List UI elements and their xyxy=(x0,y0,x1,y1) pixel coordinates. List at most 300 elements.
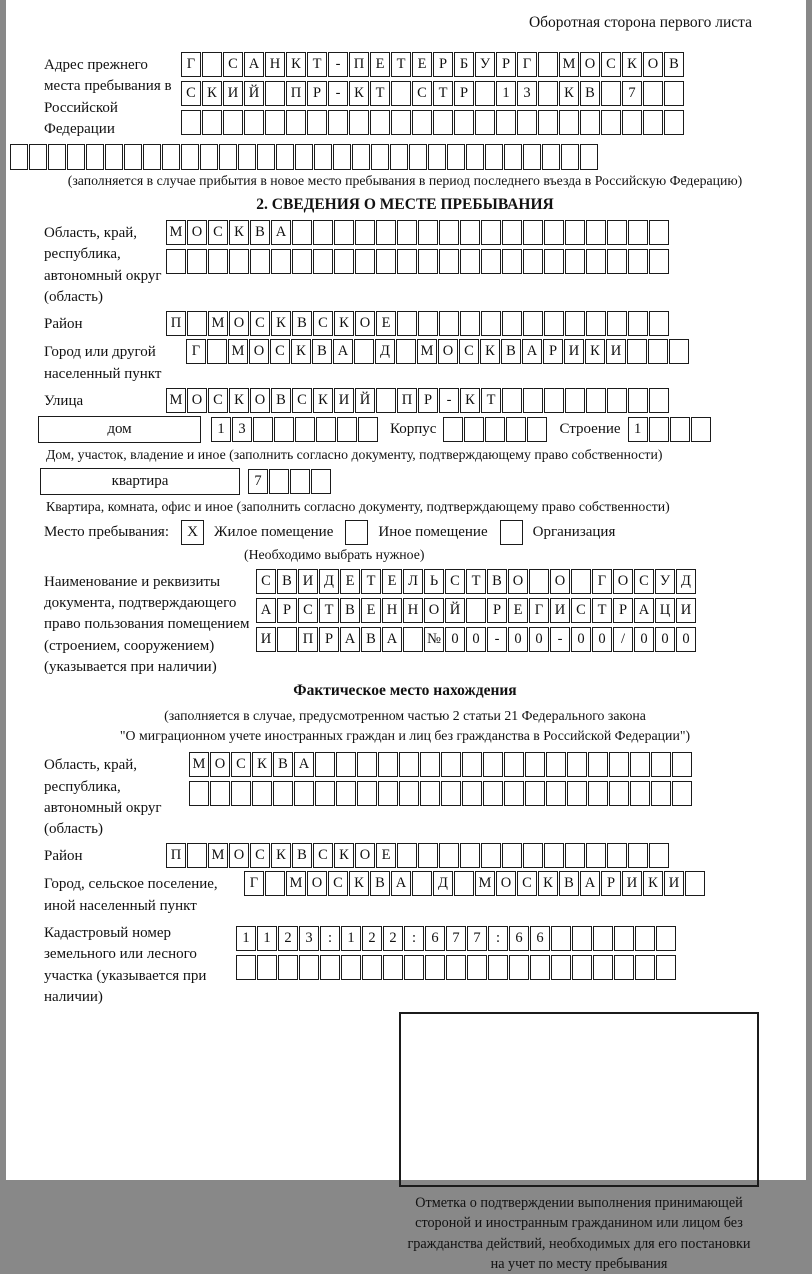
char-box[interactable] xyxy=(143,144,161,170)
char-box[interactable]: П xyxy=(286,81,306,106)
char-box[interactable] xyxy=(483,781,503,806)
char-box[interactable] xyxy=(446,955,466,980)
char-box[interactable] xyxy=(481,843,501,868)
char-box[interactable] xyxy=(313,249,333,274)
char-box[interactable] xyxy=(418,249,438,274)
char-box[interactable] xyxy=(219,144,237,170)
char-box[interactable] xyxy=(672,752,692,777)
char-box[interactable]: С xyxy=(313,843,333,868)
char-box[interactable]: А xyxy=(244,52,264,77)
char-box[interactable]: К xyxy=(349,871,369,896)
char-box[interactable] xyxy=(483,752,503,777)
char-box[interactable]: О xyxy=(643,52,663,77)
char-box[interactable]: 3 xyxy=(232,417,252,442)
char-box[interactable] xyxy=(523,388,543,413)
char-box[interactable]: У xyxy=(475,52,495,77)
char-box[interactable] xyxy=(481,311,501,336)
char-box[interactable] xyxy=(565,843,585,868)
char-box[interactable]: О xyxy=(438,339,458,364)
char-box[interactable]: И xyxy=(550,598,570,623)
char-box[interactable] xyxy=(628,388,648,413)
char-box[interactable] xyxy=(295,417,315,442)
char-box[interactable] xyxy=(252,781,272,806)
char-box[interactable] xyxy=(315,752,335,777)
char-box[interactable]: 1 xyxy=(628,417,648,442)
char-box[interactable]: Р xyxy=(454,81,474,106)
char-box[interactable] xyxy=(485,144,503,170)
char-box[interactable] xyxy=(529,569,549,594)
char-box[interactable]: С xyxy=(250,843,270,868)
char-box[interactable]: Й xyxy=(445,598,465,623)
char-box[interactable]: 0 xyxy=(445,627,465,652)
char-box[interactable] xyxy=(420,781,440,806)
char-box[interactable] xyxy=(202,110,222,135)
char-box[interactable]: : xyxy=(404,926,424,951)
char-box[interactable] xyxy=(314,144,332,170)
char-box[interactable] xyxy=(328,110,348,135)
char-box[interactable] xyxy=(669,339,689,364)
char-box[interactable]: 0 xyxy=(634,627,654,652)
char-box[interactable] xyxy=(546,752,566,777)
char-box[interactable]: Р xyxy=(277,598,297,623)
char-box[interactable] xyxy=(207,339,227,364)
char-box[interactable] xyxy=(462,752,482,777)
char-box[interactable]: 0 xyxy=(655,627,675,652)
char-box[interactable]: Ь xyxy=(424,569,444,594)
char-box[interactable]: М xyxy=(208,843,228,868)
char-box[interactable] xyxy=(588,781,608,806)
char-box[interactable]: К xyxy=(334,311,354,336)
char-box[interactable]: С xyxy=(256,569,276,594)
char-box[interactable]: 7 xyxy=(622,81,642,106)
char-box[interactable]: М xyxy=(208,311,228,336)
char-box[interactable] xyxy=(357,752,377,777)
char-box[interactable]: М xyxy=(166,220,186,245)
char-box[interactable] xyxy=(506,417,526,442)
char-box[interactable] xyxy=(628,220,648,245)
char-box[interactable]: И xyxy=(298,569,318,594)
char-box[interactable] xyxy=(466,144,484,170)
char-box[interactable]: 1 xyxy=(257,926,277,951)
char-box[interactable]: Р xyxy=(543,339,563,364)
char-box[interactable]: А xyxy=(634,598,654,623)
char-box[interactable]: С xyxy=(445,569,465,594)
char-box[interactable] xyxy=(481,220,501,245)
char-box[interactable] xyxy=(544,311,564,336)
char-box[interactable] xyxy=(607,220,627,245)
char-box[interactable]: Д xyxy=(433,871,453,896)
char-box[interactable]: Т xyxy=(466,569,486,594)
char-box[interactable] xyxy=(565,220,585,245)
char-box[interactable]: Т xyxy=(391,52,411,77)
char-box[interactable]: С xyxy=(571,598,591,623)
char-box[interactable]: Д xyxy=(676,569,696,594)
char-box[interactable] xyxy=(523,843,543,868)
char-box[interactable] xyxy=(295,144,313,170)
char-box[interactable]: Е xyxy=(382,569,402,594)
char-box[interactable] xyxy=(460,249,480,274)
char-box[interactable] xyxy=(593,955,613,980)
char-box[interactable] xyxy=(307,110,327,135)
char-box[interactable] xyxy=(622,110,642,135)
char-box[interactable] xyxy=(523,311,543,336)
char-box[interactable] xyxy=(439,220,459,245)
char-box[interactable]: Н xyxy=(382,598,402,623)
char-box[interactable] xyxy=(208,249,228,274)
char-box[interactable] xyxy=(404,955,424,980)
char-box[interactable]: : xyxy=(488,926,508,951)
char-box[interactable]: О xyxy=(229,311,249,336)
char-box[interactable]: В xyxy=(559,871,579,896)
char-box[interactable]: М xyxy=(475,871,495,896)
char-box[interactable] xyxy=(166,249,186,274)
char-box[interactable]: М xyxy=(189,752,209,777)
char-box[interactable] xyxy=(337,417,357,442)
char-box[interactable] xyxy=(378,781,398,806)
char-box[interactable] xyxy=(105,144,123,170)
char-box[interactable] xyxy=(315,781,335,806)
char-box[interactable] xyxy=(454,110,474,135)
char-box[interactable]: 6 xyxy=(425,926,445,951)
char-box[interactable] xyxy=(544,249,564,274)
char-box[interactable] xyxy=(354,339,374,364)
char-box[interactable]: К xyxy=(291,339,311,364)
char-box[interactable]: К xyxy=(334,843,354,868)
char-box[interactable]: Е xyxy=(340,569,360,594)
char-box[interactable]: 7 xyxy=(248,469,268,494)
char-box[interactable] xyxy=(257,955,277,980)
char-box[interactable]: Г xyxy=(186,339,206,364)
char-box[interactable] xyxy=(656,955,676,980)
char-box[interactable] xyxy=(378,752,398,777)
char-box[interactable]: 0 xyxy=(571,627,591,652)
char-box[interactable] xyxy=(502,220,522,245)
char-box[interactable]: К xyxy=(643,871,663,896)
char-box[interactable]: Т xyxy=(481,388,501,413)
char-box[interactable] xyxy=(316,417,336,442)
char-box[interactable] xyxy=(10,144,28,170)
char-box[interactable] xyxy=(299,955,319,980)
char-box[interactable]: Д xyxy=(319,569,339,594)
char-box[interactable]: И xyxy=(223,81,243,106)
char-box[interactable] xyxy=(525,781,545,806)
char-box[interactable]: Н xyxy=(403,598,423,623)
char-box[interactable] xyxy=(551,926,571,951)
char-box[interactable] xyxy=(504,144,522,170)
char-box[interactable]: / xyxy=(613,627,633,652)
char-box[interactable] xyxy=(273,781,293,806)
char-box[interactable]: О xyxy=(508,569,528,594)
char-box[interactable]: 7 xyxy=(446,926,466,951)
char-box[interactable]: К xyxy=(271,843,291,868)
char-box[interactable]: У xyxy=(655,569,675,594)
char-box[interactable] xyxy=(200,144,218,170)
char-box[interactable] xyxy=(238,144,256,170)
char-box[interactable] xyxy=(475,110,495,135)
char-box[interactable] xyxy=(643,81,663,106)
char-box[interactable]: Г xyxy=(244,871,264,896)
char-box[interactable]: В xyxy=(664,52,684,77)
char-box[interactable]: К xyxy=(229,388,249,413)
char-box[interactable] xyxy=(496,110,516,135)
char-box[interactable]: - xyxy=(439,388,459,413)
char-box[interactable]: С xyxy=(181,81,201,106)
char-box[interactable] xyxy=(567,781,587,806)
char-box[interactable] xyxy=(691,417,711,442)
char-box[interactable] xyxy=(504,752,524,777)
char-box[interactable] xyxy=(664,81,684,106)
char-box[interactable]: В xyxy=(501,339,521,364)
char-box[interactable]: Е xyxy=(376,311,396,336)
char-box[interactable] xyxy=(334,249,354,274)
char-box[interactable] xyxy=(358,417,378,442)
char-box[interactable] xyxy=(376,388,396,413)
char-box[interactable] xyxy=(509,955,529,980)
char-box[interactable]: Т xyxy=(307,52,327,77)
char-box[interactable] xyxy=(355,249,375,274)
char-box[interactable] xyxy=(396,339,416,364)
char-box[interactable]: 1 xyxy=(341,926,361,951)
char-box[interactable]: В xyxy=(312,339,332,364)
char-box[interactable]: К xyxy=(286,52,306,77)
char-box[interactable]: О xyxy=(307,871,327,896)
char-box[interactable] xyxy=(269,469,289,494)
char-box[interactable] xyxy=(572,955,592,980)
char-box[interactable] xyxy=(253,417,273,442)
char-box[interactable]: 0 xyxy=(466,627,486,652)
char-box[interactable] xyxy=(271,249,291,274)
char-box[interactable] xyxy=(628,843,648,868)
char-box[interactable] xyxy=(651,752,671,777)
char-box[interactable]: П xyxy=(166,311,186,336)
char-box[interactable] xyxy=(544,220,564,245)
char-box[interactable]: Р xyxy=(418,388,438,413)
char-box[interactable] xyxy=(454,871,474,896)
char-box[interactable]: К xyxy=(202,81,222,106)
char-box[interactable]: 2 xyxy=(362,926,382,951)
char-box[interactable]: К xyxy=(252,752,272,777)
char-box[interactable]: Б xyxy=(454,52,474,77)
char-box[interactable]: П xyxy=(166,843,186,868)
char-box[interactable]: Е xyxy=(508,598,528,623)
char-box[interactable] xyxy=(635,955,655,980)
char-box[interactable] xyxy=(630,752,650,777)
char-box[interactable] xyxy=(517,110,537,135)
char-box[interactable]: 2 xyxy=(278,926,298,951)
char-box[interactable] xyxy=(651,781,671,806)
char-box[interactable] xyxy=(649,311,669,336)
char-box[interactable] xyxy=(265,110,285,135)
char-box[interactable]: А xyxy=(256,598,276,623)
char-box[interactable] xyxy=(441,781,461,806)
char-box[interactable] xyxy=(664,110,684,135)
char-box[interactable] xyxy=(355,220,375,245)
char-box[interactable] xyxy=(370,110,390,135)
char-box[interactable] xyxy=(418,311,438,336)
char-box[interactable] xyxy=(425,955,445,980)
char-box[interactable]: Т xyxy=(361,569,381,594)
char-box[interactable] xyxy=(29,144,47,170)
char-box[interactable] xyxy=(601,110,621,135)
char-box[interactable]: 6 xyxy=(509,926,529,951)
char-box[interactable] xyxy=(628,311,648,336)
char-box[interactable] xyxy=(189,781,209,806)
char-box[interactable]: С xyxy=(208,220,228,245)
char-box[interactable] xyxy=(670,417,690,442)
char-box[interactable] xyxy=(614,926,634,951)
char-box[interactable]: В xyxy=(487,569,507,594)
char-box[interactable] xyxy=(502,311,522,336)
char-box[interactable]: Г xyxy=(517,52,537,77)
char-box[interactable] xyxy=(649,843,669,868)
char-box[interactable]: К xyxy=(271,311,291,336)
char-box[interactable] xyxy=(231,781,251,806)
char-box[interactable] xyxy=(551,955,571,980)
char-box[interactable]: 1 xyxy=(496,81,516,106)
char-box[interactable] xyxy=(628,249,648,274)
char-box[interactable]: Л xyxy=(403,569,423,594)
char-box[interactable] xyxy=(334,220,354,245)
char-box[interactable] xyxy=(403,627,423,652)
char-box[interactable] xyxy=(572,926,592,951)
char-box[interactable]: О xyxy=(187,388,207,413)
char-box[interactable]: А xyxy=(340,627,360,652)
char-box[interactable]: С xyxy=(298,598,318,623)
char-box[interactable]: С xyxy=(634,569,654,594)
char-box[interactable]: 0 xyxy=(592,627,612,652)
char-box[interactable] xyxy=(67,144,85,170)
char-box[interactable] xyxy=(383,955,403,980)
char-box[interactable] xyxy=(586,843,606,868)
char-box[interactable] xyxy=(609,752,629,777)
char-box[interactable]: С xyxy=(517,871,537,896)
char-box[interactable] xyxy=(542,144,560,170)
char-box[interactable]: - xyxy=(328,81,348,106)
char-box[interactable] xyxy=(565,311,585,336)
char-box[interactable] xyxy=(124,144,142,170)
char-box[interactable] xyxy=(462,781,482,806)
char-box[interactable]: М xyxy=(559,52,579,77)
char-box[interactable] xyxy=(187,249,207,274)
char-box[interactable] xyxy=(460,311,480,336)
char-box[interactable] xyxy=(210,781,230,806)
char-box[interactable] xyxy=(649,388,669,413)
char-box[interactable] xyxy=(439,311,459,336)
char-box[interactable] xyxy=(502,388,522,413)
char-box[interactable]: Т xyxy=(319,598,339,623)
char-box[interactable] xyxy=(630,781,650,806)
char-box[interactable] xyxy=(643,110,663,135)
char-box[interactable]: Е xyxy=(376,843,396,868)
char-box[interactable] xyxy=(187,843,207,868)
char-box[interactable]: С xyxy=(313,311,333,336)
char-box[interactable]: А xyxy=(271,220,291,245)
char-box[interactable] xyxy=(607,388,627,413)
char-box[interactable]: Е xyxy=(412,52,432,77)
stay-type-checkbox-organization[interactable] xyxy=(500,520,523,545)
char-box[interactable]: К xyxy=(229,220,249,245)
char-box[interactable] xyxy=(294,781,314,806)
char-box[interactable] xyxy=(391,110,411,135)
char-box[interactable] xyxy=(441,752,461,777)
char-box[interactable] xyxy=(48,144,66,170)
char-box[interactable] xyxy=(467,955,487,980)
char-box[interactable] xyxy=(352,144,370,170)
char-box[interactable] xyxy=(607,843,627,868)
char-box[interactable] xyxy=(265,871,285,896)
char-box[interactable] xyxy=(544,843,564,868)
char-box[interactable] xyxy=(586,249,606,274)
char-box[interactable] xyxy=(481,249,501,274)
char-box[interactable]: О xyxy=(249,339,269,364)
char-box[interactable] xyxy=(588,752,608,777)
char-box[interactable]: В xyxy=(580,81,600,106)
char-box[interactable] xyxy=(412,110,432,135)
char-box[interactable]: О xyxy=(187,220,207,245)
char-box[interactable] xyxy=(250,249,270,274)
stay-type-checkbox-other[interactable] xyxy=(345,520,368,545)
char-box[interactable]: С xyxy=(412,81,432,106)
char-box[interactable]: 0 xyxy=(508,627,528,652)
char-box[interactable] xyxy=(376,220,396,245)
char-box[interactable] xyxy=(502,843,522,868)
char-box[interactable] xyxy=(333,144,351,170)
char-box[interactable] xyxy=(523,144,541,170)
char-box[interactable] xyxy=(290,469,310,494)
char-box[interactable] xyxy=(648,339,668,364)
char-box[interactable] xyxy=(538,52,558,77)
char-box[interactable]: - xyxy=(328,52,348,77)
char-box[interactable] xyxy=(397,249,417,274)
char-box[interactable] xyxy=(538,81,558,106)
char-box[interactable] xyxy=(609,781,629,806)
char-box[interactable] xyxy=(627,339,647,364)
char-box[interactable] xyxy=(371,144,389,170)
char-box[interactable] xyxy=(433,110,453,135)
char-box[interactable] xyxy=(265,81,285,106)
char-box[interactable]: Ц xyxy=(655,598,675,623)
char-box[interactable] xyxy=(362,955,382,980)
char-box[interactable]: М xyxy=(286,871,306,896)
char-box[interactable] xyxy=(276,144,294,170)
char-box[interactable]: С xyxy=(292,388,312,413)
char-box[interactable] xyxy=(523,249,543,274)
char-box[interactable]: Е xyxy=(370,52,390,77)
char-box[interactable] xyxy=(257,144,275,170)
char-box[interactable]: А xyxy=(382,627,402,652)
char-box[interactable] xyxy=(336,752,356,777)
char-box[interactable]: О xyxy=(496,871,516,896)
char-box[interactable] xyxy=(466,598,486,623)
char-box[interactable] xyxy=(397,311,417,336)
char-box[interactable]: № xyxy=(424,627,444,652)
char-box[interactable]: Г xyxy=(529,598,549,623)
char-box[interactable]: О xyxy=(355,843,375,868)
char-box[interactable]: Й xyxy=(244,81,264,106)
char-box[interactable]: К xyxy=(349,81,369,106)
char-box[interactable] xyxy=(391,81,411,106)
char-box[interactable]: Т xyxy=(370,81,390,106)
char-box[interactable]: И xyxy=(256,627,276,652)
char-box[interactable]: О xyxy=(250,388,270,413)
char-box[interactable]: С xyxy=(223,52,243,77)
char-box[interactable]: Д xyxy=(375,339,395,364)
char-box[interactable] xyxy=(607,249,627,274)
char-box[interactable] xyxy=(399,752,419,777)
char-box[interactable] xyxy=(685,871,705,896)
char-box[interactable]: О xyxy=(355,311,375,336)
char-box[interactable] xyxy=(571,569,591,594)
